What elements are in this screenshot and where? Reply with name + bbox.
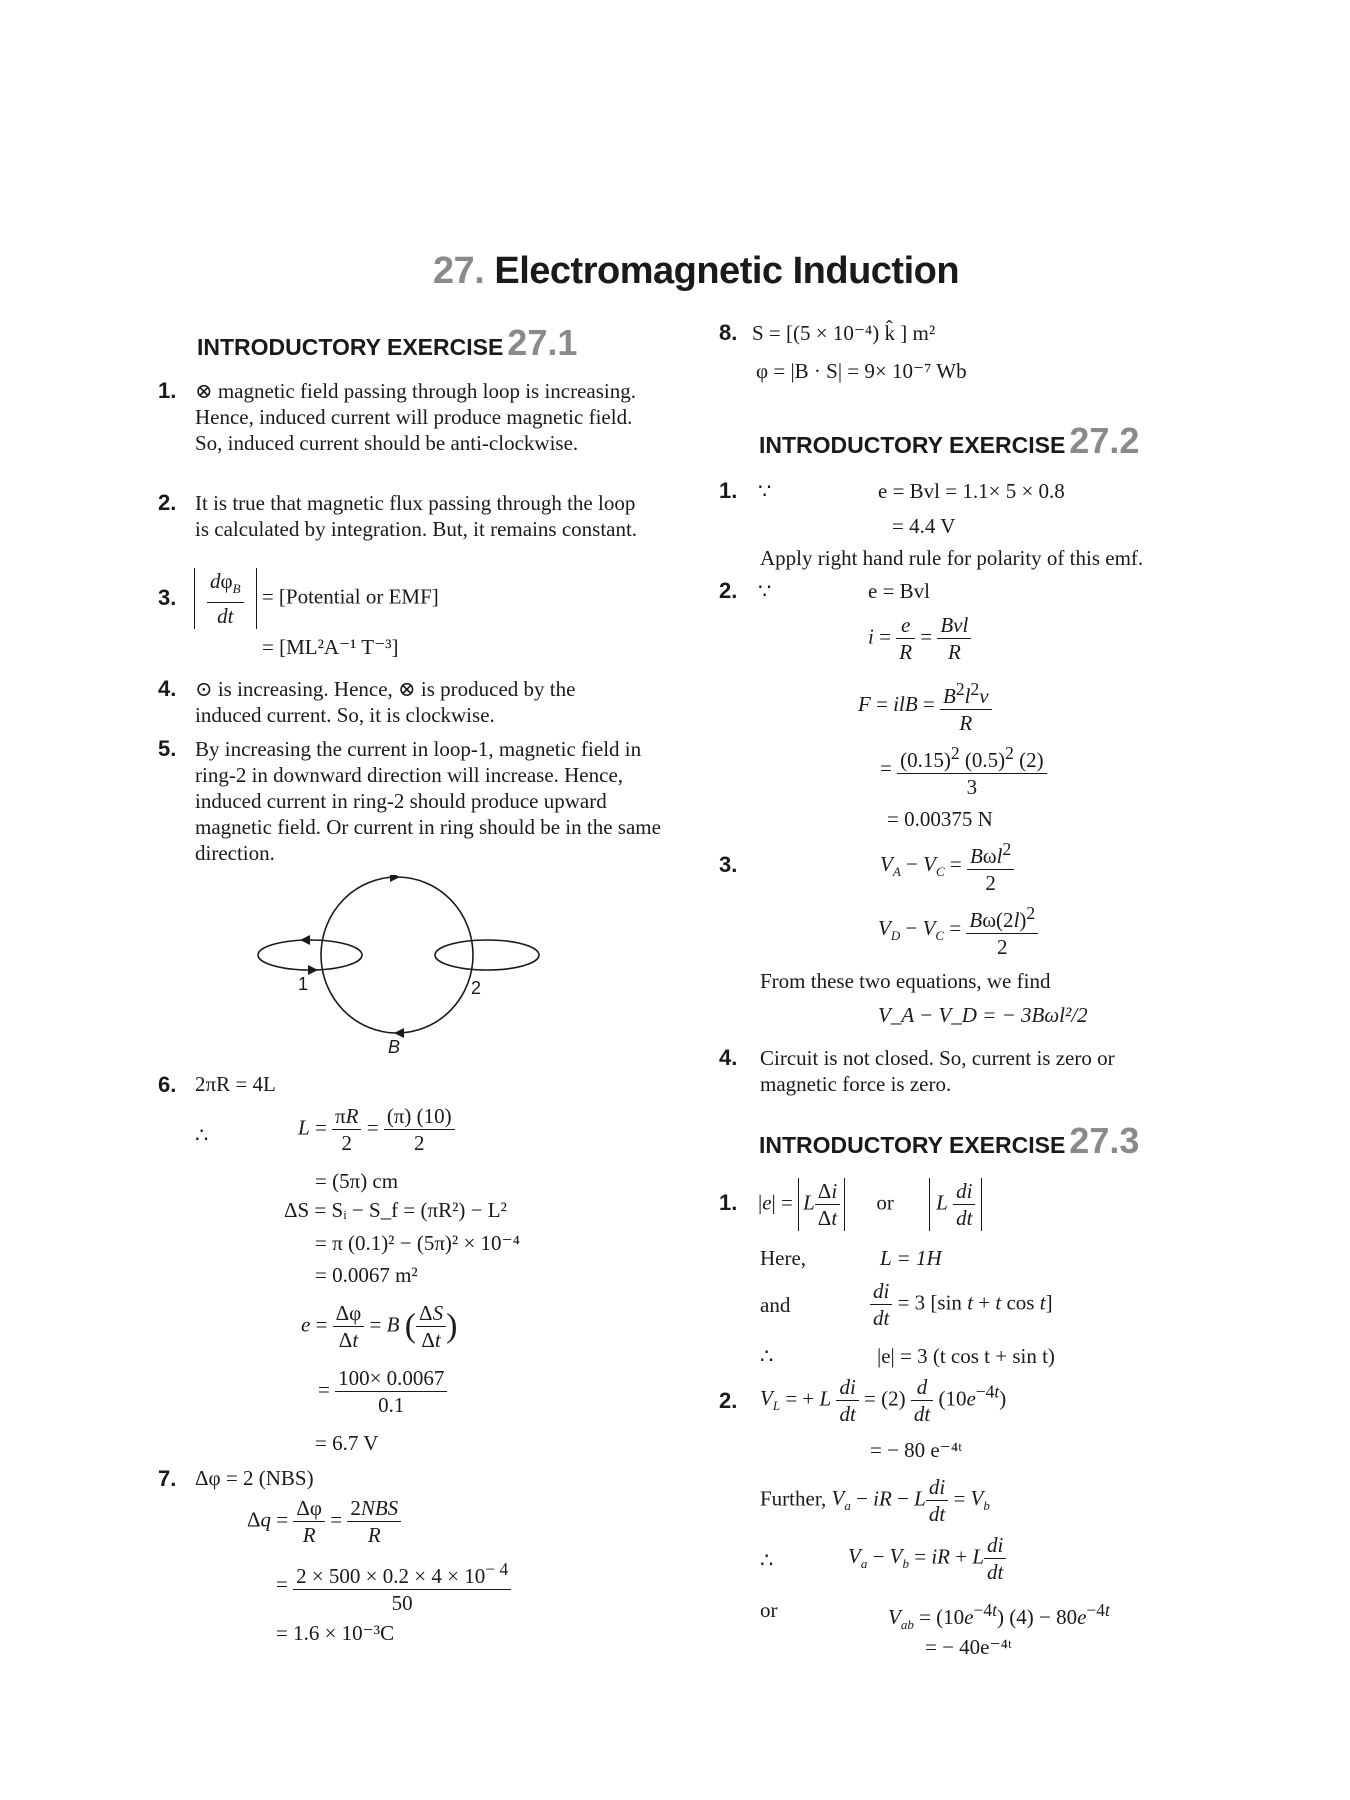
equation: $V_{ab} = (10e^{-4t}) (4) - 80e^{-4t}$ <box>888 1600 1110 1633</box>
equation: Δφ = 2 (NBS) <box>195 1466 314 1490</box>
equation: e = $\frac{\Delta\varphi}{\Delta t}$ = B ( $\frac{\Delta S}{\Delta t}$ ) <box>301 1301 458 1352</box>
q-number: 2. <box>719 578 738 603</box>
because-symbol: ∵ <box>758 579 772 603</box>
answer-text: Apply right hand rule for polarity of this emf. <box>760 546 1144 570</box>
equation: $V_L$ = + L $\frac{di}{dt}$ = (2) $\frac{d}{dt}$ $(10e^{-4t})$ <box>760 1375 1007 1426</box>
section-heading-27-1: INTRODUCTORY EXERCISE 27.1 <box>197 322 578 363</box>
equation: = − 40e⁻⁴ᵗ <box>925 1635 1012 1659</box>
page-title <box>433 250 959 293</box>
answer-text: From these two equations, we find <box>760 969 1051 993</box>
q-number: 3. <box>158 585 177 610</box>
equation: $V_D - V_C$ = $\frac{B\omega(2l)^2}{2}$ <box>878 900 1038 960</box>
equation: |e| = 3 (t cos t + sin t) <box>877 1344 1055 1368</box>
equation: F = ilB = $\frac{B^2l^2v}{R}$ <box>858 676 992 736</box>
equation: = [ML²A⁻¹ T⁻³] <box>262 635 399 659</box>
equation: 2πR = 4L <box>195 1072 276 1096</box>
label-or: or <box>760 1598 778 1622</box>
q-number: 7. <box>158 1466 177 1491</box>
q-number: 8. <box>719 320 738 345</box>
equation: |e| = L $\frac{\Delta i}{\Delta t}$ or L $\frac{di}{dt}$ <box>758 1178 982 1231</box>
q-number: 2. <box>158 490 177 515</box>
equation: = 0.0067 m² <box>315 1263 418 1287</box>
q-number: 4. <box>158 676 177 701</box>
equation: S = [(5 × 10⁻⁴) k̂ ] m² <box>752 321 936 345</box>
equation: φ = |B · S| = 9× 10⁻⁷ Wb <box>756 359 967 383</box>
answer-text: ⊙ is increasing. Hence, ⊗ is produced by the induced current. So, it is clockwise. <box>195 677 576 727</box>
equation: = $\frac{(0.15)^2 (0.5)^2 (2)}{3}$ <box>880 740 1047 800</box>
answer-text: ⊗ magnetic field passing through loop is increasing. Hence, induced current will produce magnetic field. So, induced current should be anti-clockwise. <box>195 379 637 455</box>
equation: = π (0.1)² − (5π)² × 10⁻⁴ <box>315 1231 520 1255</box>
answer-text: By increasing the current in loop-1, magnetic field in ring-2 in downward direction will increase. Hence, induced current in ring-2 should produce upward magnetic field. Or current in ring should be in the same direction. <box>195 737 661 865</box>
q-number: 5. <box>158 736 177 761</box>
q-number: 1. <box>158 378 177 403</box>
label-here: Here, <box>760 1246 807 1270</box>
q-number: 1. <box>719 478 738 503</box>
equation: e = Bvl = 1.1× 5 × 0.8 <box>878 479 1065 503</box>
equation: = 0.00375 N <box>887 807 993 831</box>
because-symbol: ∵ <box>758 479 772 503</box>
therefore-symbol: ∴ <box>195 1123 209 1147</box>
equation: Δq = $\frac{\Delta\varphi}{R}$ = $\frac{\text{2NBS}}{R}$ <box>247 1495 401 1548</box>
equation: = (5π) cm <box>315 1169 399 1193</box>
section-heading-27-2: INTRODUCTORY EXERCISE 27.2 <box>759 420 1140 461</box>
therefore-symbol: ∴ <box>760 1344 774 1368</box>
chapter-title: Electromagnetic Induction <box>494 250 960 292</box>
ring-b <box>321 877 473 1033</box>
equation: = 4.4 V <box>892 514 956 538</box>
arrow-loop1-top <box>300 935 310 945</box>
equation: = $\frac{2 \times 500 \times 0.2 \times 4 \times 10^{- 4}}{50}$ <box>276 1556 511 1616</box>
q-number: 6. <box>158 1072 177 1097</box>
equation: $\frac{di}{dt}$ = 3 [sin t + t cos t] <box>870 1278 1053 1331</box>
equation: ΔS = Sᵢ − S_f = (πR²) − L² <box>284 1198 507 1222</box>
arrow-loop1-bottom <box>308 965 318 975</box>
equation: = 6.7 V <box>315 1431 379 1455</box>
q-number: 3. <box>719 852 738 877</box>
answer-text: It is true that magnetic flux passing through the loop is calculated by integration. But, it remains constant. <box>195 491 638 541</box>
equation: i = $\frac{e}{R}$ = $\frac{\text{Bvl}}{R}$ <box>868 612 971 665</box>
equation: = $\frac{100\times 0.0067}{0.1}$ <box>318 1365 447 1418</box>
arrow-ring-top <box>390 875 400 882</box>
label-b: B <box>388 1037 401 1057</box>
equation: $\frac{d\varphi_B}{dt}$ = [Potential or EMF] <box>194 568 439 629</box>
q-number: 2. <box>719 1388 738 1413</box>
therefore-symbol: ∴ <box>760 1548 774 1572</box>
equation: = − 80 e⁻⁴ᵗ <box>870 1438 963 1462</box>
q-number: 4. <box>719 1045 738 1070</box>
label-1: 1 <box>298 974 309 994</box>
equation: $V_a - V_b$ = iR + L $\frac{di}{dt}$ <box>848 1532 1006 1585</box>
label-and: and <box>760 1293 791 1317</box>
label-2: 2 <box>471 978 482 998</box>
equation: V_A − V_D = − 3Bωl²/2 <box>878 1003 1088 1027</box>
equation: L = 1H <box>880 1246 942 1270</box>
equation: L = $\frac{\pi R}{2}$ = $\frac{(\pi) (10)}{2}$ <box>298 1103 455 1156</box>
equation: $V_A - V_C$ = $\frac{B\omega l^2}{2}$ <box>880 836 1014 896</box>
q-number: 1. <box>719 1190 738 1215</box>
chapter-number: 27. <box>433 250 485 292</box>
loop-2 <box>435 940 539 970</box>
answer-text: Circuit is not closed. So, current is zero or magnetic force is zero. <box>760 1046 1115 1096</box>
equation: e = Bvl <box>868 579 931 603</box>
section-heading-27-3: INTRODUCTORY EXERCISE 27.3 <box>759 1120 1140 1161</box>
equation: = 1.6 × 10⁻³C <box>276 1621 395 1645</box>
equation: Further, $V_a$ − iR − L $\frac{di}{dt}$ = $V_b$ <box>760 1475 990 1526</box>
loops-figure <box>250 875 550 1065</box>
